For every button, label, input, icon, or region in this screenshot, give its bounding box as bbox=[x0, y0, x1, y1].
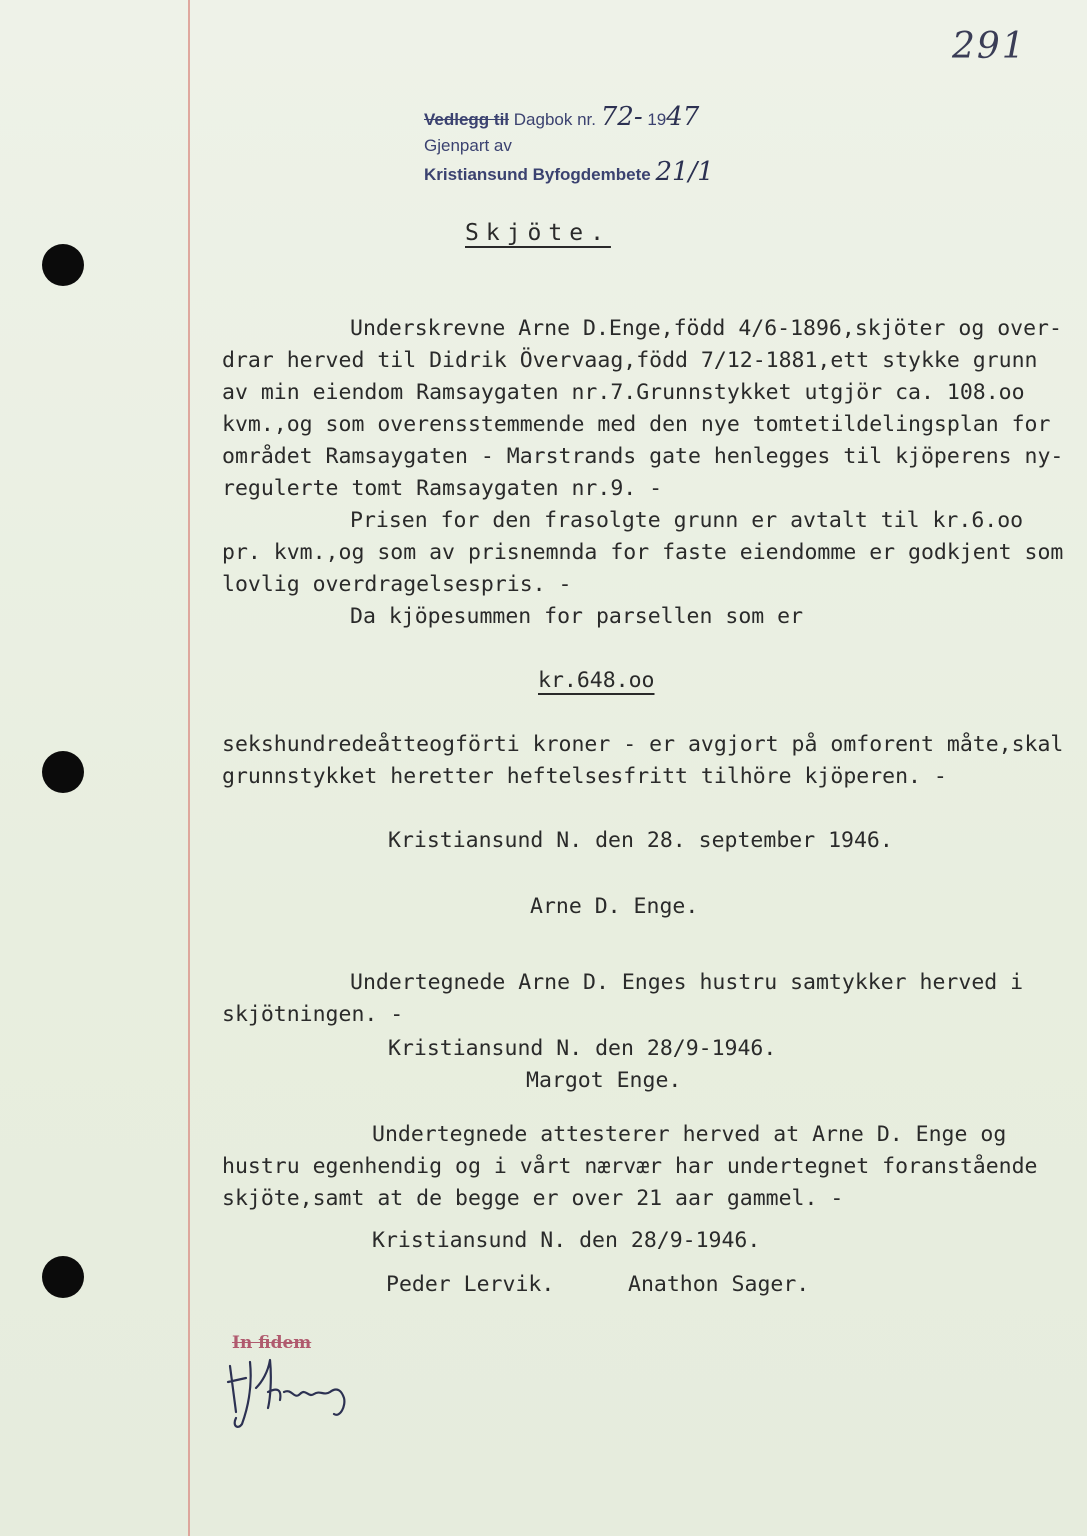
consent-line: skjötningen. - bbox=[222, 1002, 404, 1027]
dagbok-number: 72- bbox=[600, 102, 643, 132]
page-number: 291 bbox=[952, 26, 1027, 67]
consent-line: Undertegnede Arne D. Enges hustru samtykker herved i bbox=[350, 970, 1024, 995]
body-line: grunnstykket heretter heftelsesfritt tilhöre kjöperen. - bbox=[222, 764, 947, 789]
place-date: Kristiansund N. den 28/9-1946. bbox=[372, 1228, 761, 1253]
handwritten-signature bbox=[222, 1352, 372, 1432]
body-line: Underskrevne Arne D.Enge,född 4/6-1896,skjöter og over- bbox=[350, 316, 1062, 341]
attest-line: Undertegnede attesterer herved at Arne D. Enge og bbox=[372, 1122, 1007, 1147]
stamp-year-prefix: 19 bbox=[647, 110, 667, 129]
place-date: Kristiansund N. den 28. september 1946. bbox=[388, 828, 893, 853]
body-line: regulerte tomt Ramsaygaten nr.9. - bbox=[222, 476, 663, 501]
stamp-year-suffix: 47 bbox=[666, 102, 700, 132]
stamp-date: 21/1 bbox=[655, 157, 714, 187]
body-line: området Ramsaygaten - Marstrands gate henlegges til kjöperens ny- bbox=[222, 444, 1064, 469]
punch-hole-middle bbox=[42, 751, 84, 793]
body-line: av min eiendom Ramsaygaten nr.7.Grunnstykket utgjör ca. 108.oo bbox=[222, 380, 1025, 405]
body-line: Prisen for den frasolgte grunn er avtalt til kr.6.oo bbox=[350, 508, 1024, 533]
body-line: sekshundredeåtteogförti kroner - er avgjort på omforent måte,skal bbox=[222, 732, 1064, 757]
stamp-struck-label: Vedlegg til bbox=[424, 110, 510, 129]
purchase-amount: kr.648.oo bbox=[538, 668, 655, 693]
witness-name: Anathon Sager. bbox=[628, 1272, 810, 1297]
body-line: pr. kvm.,og som av prisnemnda for faste eiendomme er godkjent som bbox=[222, 540, 1064, 565]
in-fidem-stamp: In fidem bbox=[232, 1333, 312, 1353]
stamp-copy-label: Gjenpart av bbox=[424, 136, 512, 155]
punch-hole-bottom bbox=[42, 1256, 84, 1298]
attest-line: hustru egenhendig og i vårt nærvær har undertegnet foranstående bbox=[222, 1154, 1038, 1179]
margin-line bbox=[188, 0, 190, 1536]
witness-name: Peder Lervik. bbox=[386, 1272, 555, 1297]
attest-line: skjöte,samt at de begge er over 21 aar gammel. - bbox=[222, 1186, 844, 1211]
body-line: drar herved til Didrik Övervaag,född 7/12-1881,ett stykke grunn bbox=[222, 348, 1038, 373]
place-date: Kristiansund N. den 28/9-1946. bbox=[388, 1036, 777, 1061]
signer-name: Arne D. Enge. bbox=[530, 894, 699, 919]
body-line: kvm.,og som overensstemmende med den nye tomtetildelingsplan for bbox=[222, 412, 1051, 437]
body-line: lovlig overdragelsespris. - bbox=[222, 572, 572, 597]
stamp-dagbok-label: Dagbok nr. bbox=[513, 110, 596, 129]
stamp-office: Kristiansund Byfogdembete bbox=[424, 165, 651, 184]
body-line: Da kjöpesummen for parsellen som er bbox=[350, 604, 804, 629]
punch-hole-top bbox=[42, 244, 84, 286]
registration-stamp bbox=[424, 104, 714, 188]
signer-name: Margot Enge. bbox=[526, 1068, 682, 1093]
document-title: Skjöte. bbox=[465, 220, 611, 246]
